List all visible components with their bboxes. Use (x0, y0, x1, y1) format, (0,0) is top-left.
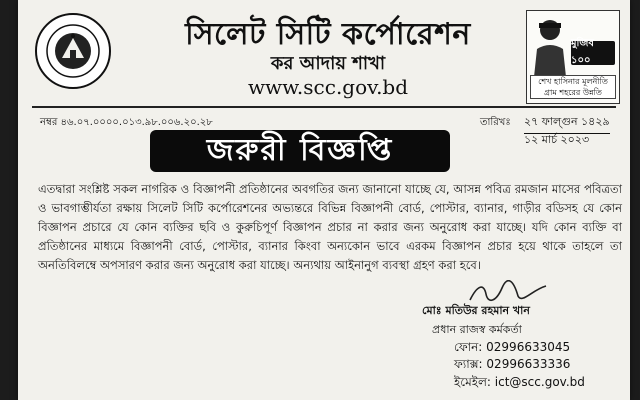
city-corporation-seal-logo (34, 12, 112, 90)
notice-body: এতদ্বারা সংশ্লিষ্ট সকল নাগরিক ও বিজ্ঞাপনী প্রতিষ্ঠানের অবগতির জন্য জানানো যাচ্ছে যে, আসন্ন পবিত্র রমজান মাসের পবিত্রতা ও ভাবগাম্ভীর্যতা রক্ষায় সিলেট সিটি কর্পোরেশনের অভ্যন্তরে বিভিন্ন বিজ্ঞাপনী বোর্ড, পোস্টার, ব্যানার, গাড়ীর বডিসহ যে কোন বিজ্ঞাপন প্রচারে যে কোন ব্যক্তির ছবি ও কুরুচিপূর্ণ বিজ্ঞাপন প্রচার না করার জন্য অনুরোধ করা যাচ্ছে। যদি কোন ব্যক্তি বা প্রতিষ্ঠানের মাধ্যমে বিজ্ঞাপনী বোর্ড, পোস্টার, ব্যানার কিংবা অন্যকোন ভাবে এরকম বিজ্ঞাপন প্রচার হয়ে থাকে তাহলে তা অনতিবিলম্বে অপসারণ করার জন্য অনুরোধ করা যাচ্ছে। অন্যথায় আইনানুগ ব্যবস্থা গ্রহণ করা হবে। (38, 182, 622, 272)
memo-number: নম্বর ৪৬.০৭.০০০০.০১৩.৯৮.০০৬.২০.২৮ (40, 117, 213, 128)
fax-label: ফ্যাক্স: (454, 357, 483, 371)
phone-number: 02996633045 (486, 340, 571, 354)
fax-number: 02996633336 (486, 357, 571, 371)
signatory-name: মোঃ মতিউর রহমান খান (422, 304, 530, 317)
contact-fax (454, 356, 570, 376)
contact-email (454, 374, 585, 394)
mujib-100-badge: মুজিব ১০০ (571, 41, 615, 65)
date-english: ১২ মার্চ ২০২৩ (524, 133, 590, 146)
header-divider (32, 106, 616, 108)
notice-document (18, 0, 630, 400)
email-address: ict@scc.gov.bd (494, 375, 585, 389)
organization-title: সিলেট সিটি কর্পোরেশন (185, 17, 471, 52)
portrait-icon (531, 15, 569, 77)
signatory-title: প্রধান রাজস্ব কর্মকর্তা (432, 323, 522, 336)
mujib-100-logo (526, 10, 620, 104)
website-url: www.scc.gov.bd (247, 75, 409, 99)
phone-label: ফোন: (454, 340, 483, 354)
urgent-notice-banner: জরুরী বিজ্ঞপ্তি (150, 130, 450, 172)
department-subtitle: কর আদায় শাখা (270, 53, 386, 74)
mujib-caption: শেখ হাসিনার মূলনীতি গ্রাম শহরের উন্নতি (530, 75, 616, 99)
date-bangla: ২৭ ফাল্গুন ১৪২৯ (524, 113, 610, 134)
date-label: তারিখঃ (480, 117, 511, 128)
email-label: ইমেইল: (454, 375, 491, 389)
